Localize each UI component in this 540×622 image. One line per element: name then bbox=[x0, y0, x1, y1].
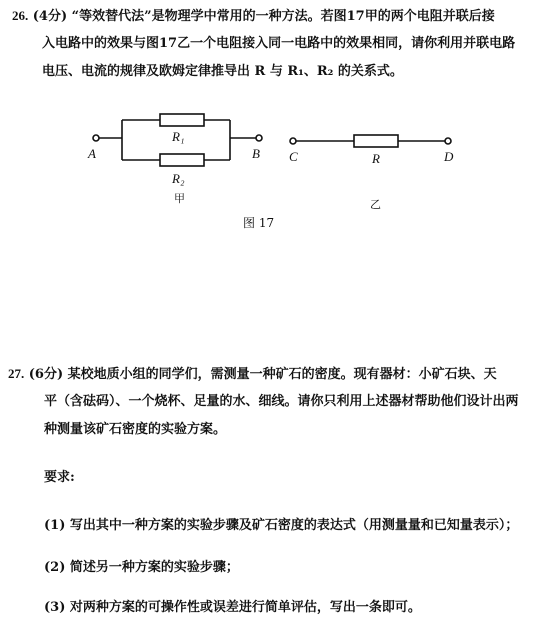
q27-score: (6分) bbox=[28, 367, 64, 382]
resistor-r bbox=[354, 135, 398, 147]
caption-yi: 乙 bbox=[370, 198, 381, 211]
label-a: A bbox=[88, 146, 96, 161]
label-r2: R₂ bbox=[172, 171, 185, 186]
q27-number: 27. bbox=[8, 366, 25, 381]
q26-text-1: “等效替代法”是物理学中常用的一种方法。若图17甲的两个电阻并联后接 bbox=[71, 9, 495, 24]
caption-jia: 甲 bbox=[174, 192, 185, 205]
terminal-d bbox=[445, 138, 451, 144]
resistor-r1 bbox=[160, 114, 204, 126]
q26-score: (4分) bbox=[32, 9, 68, 24]
resistor-r2 bbox=[160, 154, 204, 166]
label-r1: R₁ bbox=[172, 129, 185, 144]
q26-text-2: 入电路中的效果与图17乙一个电阻接入同一电路中的效果相同，请你利用并联电路 bbox=[42, 36, 516, 51]
q26-line-1 bbox=[12, 8, 495, 25]
circuit-figure-17 bbox=[80, 108, 480, 208]
terminal-a bbox=[93, 135, 99, 141]
q27-text-2: 平（含砝码）、一个烧杯、足量的水、细线。请你只利用上述器材帮助他们设计出两 bbox=[44, 394, 519, 409]
requirements-label: 要求: bbox=[44, 470, 75, 485]
terminal-b bbox=[256, 135, 262, 141]
label-d: D bbox=[444, 149, 454, 164]
q27-line-1 bbox=[8, 366, 497, 383]
label-b: B bbox=[252, 146, 260, 161]
q26-number: 26. bbox=[12, 8, 29, 23]
circuit-single bbox=[290, 135, 451, 147]
q27-text-3: 种测量该矿石密度的实验方案。 bbox=[44, 422, 227, 437]
label-r: R bbox=[372, 151, 380, 166]
terminal-c bbox=[290, 138, 296, 144]
figure-title: 图 17 bbox=[243, 216, 275, 230]
requirement-2: (2) 简述另一种方案的实验步骤； bbox=[44, 560, 239, 575]
requirement-3: (3) 对两种方案的可操作性或误差进行简单评估，写出一条即可。 bbox=[44, 600, 421, 615]
q26-text-3: 电压、电流的规律及欧姆定律推导出 R 与 R₁、R₂ 的关系式。 bbox=[42, 64, 403, 79]
requirement-1: (1) 写出其中一种方案的实验步骤及矿石密度的表达式（用测量量和已知量表示）； bbox=[44, 518, 519, 533]
label-c: C bbox=[289, 149, 298, 164]
q27-text-1: 某校地质小组的同学们，需测量一种矿石的密度。现有器材：小矿石块、天 bbox=[67, 367, 497, 382]
